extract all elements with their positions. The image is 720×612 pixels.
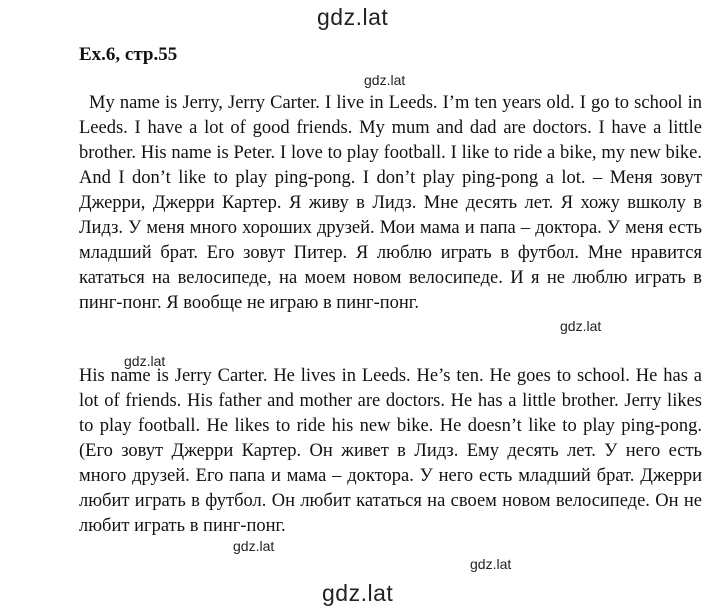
watermark-inline: gdz.lat (560, 318, 602, 334)
watermark-top: gdz.lat (317, 4, 389, 30)
watermark-bottom: gdz.lat (322, 580, 394, 606)
paragraph-second: His name is Jerry Carter. He lives in Leeds. He’s ten. He goes to school. He has a lot of friends. His father and mother are doctors. He has a little brother. Jerry likes to play football. He likes to ride his new bike. He doesn’t like to play ping-pong. (Его зовут Джерри Картер. Он живет в Лидз. Ему десять лет. У него есть много друзей. Его папа и мама – доктора. У него есть младший брат. Джерри любит играть в футбол. Он любит кататься на своем новом велосипеде. Он не любит играть в пинг-понг. (79, 366, 702, 536)
watermark-inline: gdz.lat (124, 353, 166, 369)
watermark-inline: gdz.lat (233, 538, 275, 554)
paragraph-first: My name is Jerry, Jerry Carter. I live in Leeds. I’m ten years old. I go to school in Leeds. I have a lot of good friends. My mum and dad are doctors. I have a little brother. His name is Peter. I love to play football. I like to ride a bike, my new bike. And I don’t like to play ping-pong. I don’t play ping-pong a lot. – Меня зовут Джерри, Джерри Картер. Я живу в Лидз. Мне десять лет. Я хожу вшколу в Лидз. У меня много хороших друзей. Мои мама и папа – доктора. У меня есть младший брат. Его зовут Питер. Я люблю играть в футбол. Мне нравится кататься на велосипеде, на моем новом велосипеде. И я не люблю играть в пинг-понг. Я вообще не играю в пинг-понг. (79, 93, 702, 313)
exercise-heading: Ex.6, стр.55 (79, 44, 178, 65)
watermark-inline: gdz.lat (470, 556, 512, 572)
watermark-inline: gdz.lat (364, 72, 406, 88)
